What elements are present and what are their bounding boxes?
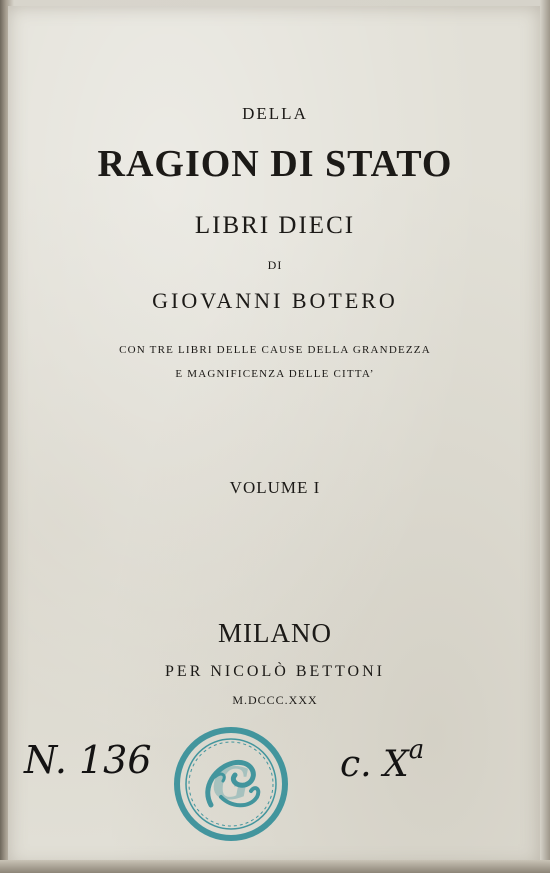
title-line-libri: LIBRI DIECI: [194, 212, 356, 239]
volume-label: VOLUME I: [229, 478, 321, 497]
title-line-della: DELLA: [242, 104, 308, 123]
subtitle-line-2: E MAGNIFICENZA DELLE CITTA’: [175, 368, 375, 380]
imprint-publisher: PER NICOLÒ BETTONI: [165, 663, 385, 680]
library-stamp-icon: [171, 727, 291, 842]
handwritten-mark-superscript: a: [408, 735, 425, 765]
subtitle-line-1: CON TRE LIBRI DELLE CAUSE DELLA GRANDEZZA: [119, 344, 431, 356]
stamp-monogram: G: [212, 759, 250, 810]
handwritten-mark: [340, 735, 425, 785]
author-name: GIOVANNI BOTERO: [152, 288, 398, 313]
handwritten-shelf-number: N. 136: [24, 738, 152, 782]
imprint-year: M.DCCC.XXX: [232, 693, 318, 707]
title-line-di: DI: [267, 258, 283, 272]
imprint-city: MILANO: [218, 618, 332, 648]
main-title: RAGION DI STATO: [97, 143, 453, 185]
handwritten-mark-text: c. X: [340, 744, 409, 785]
page-bottom-edge: [0, 860, 550, 873]
